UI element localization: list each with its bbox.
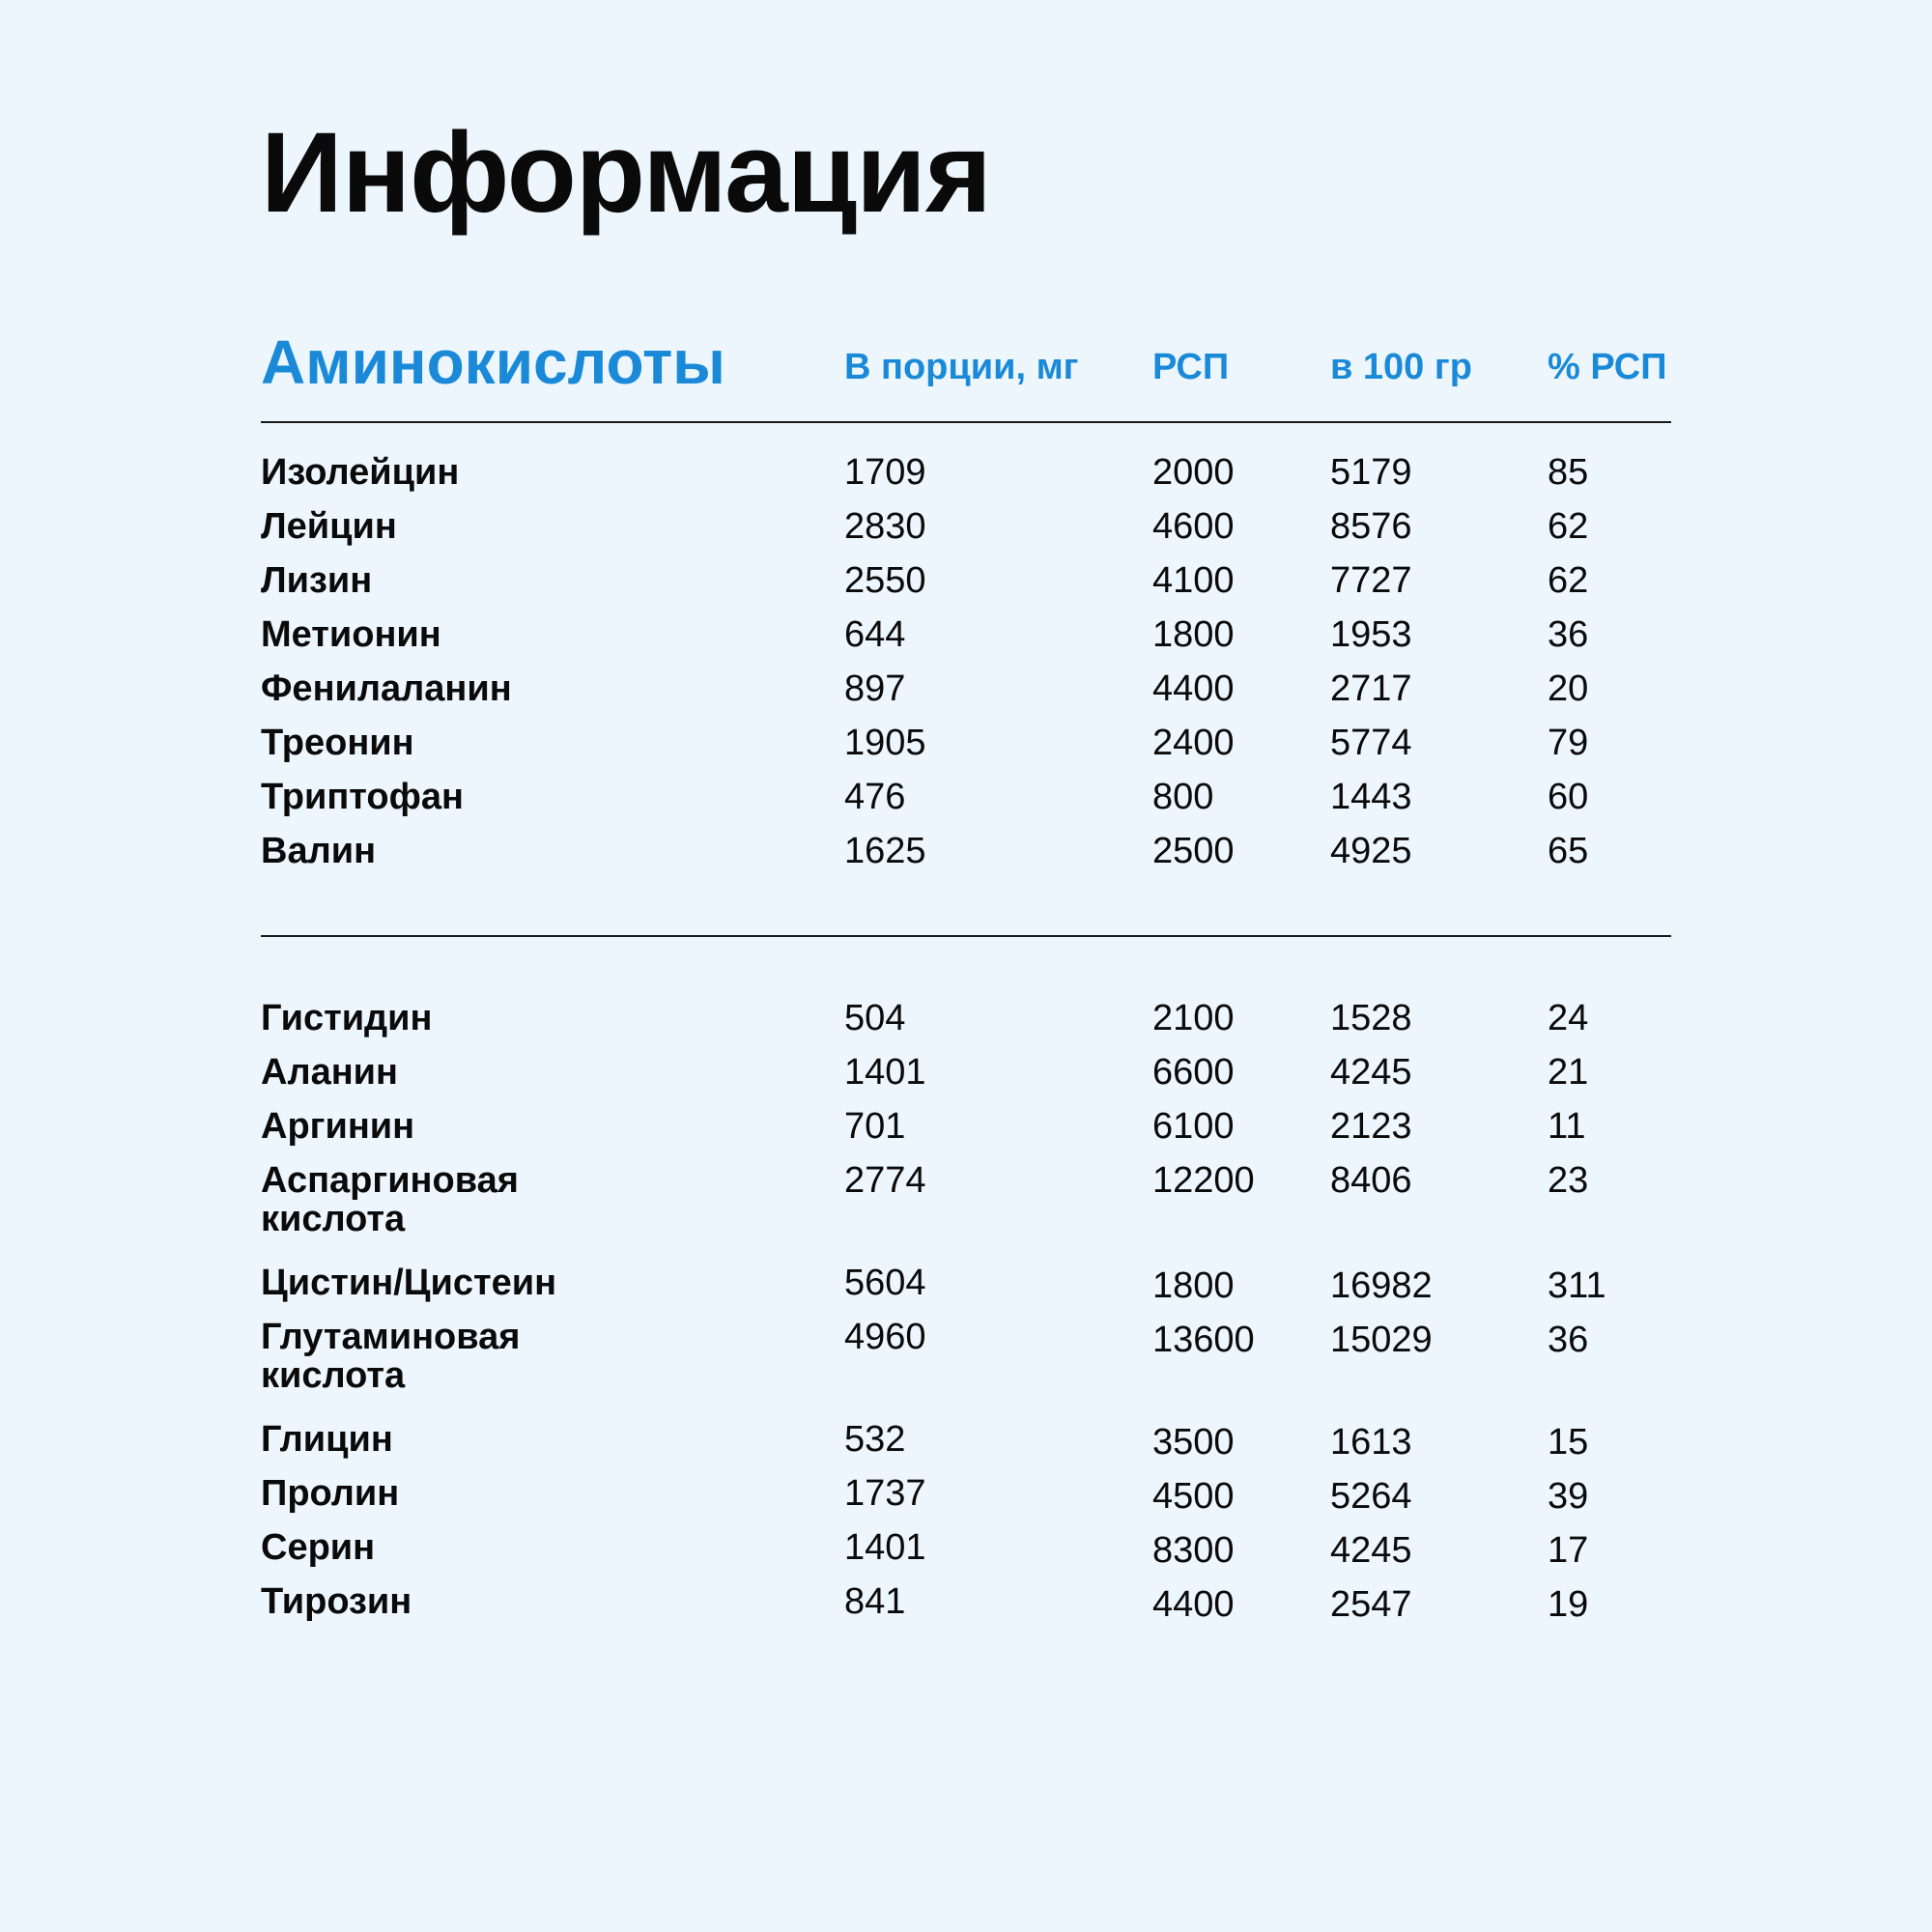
per-100g-value: 4245 [1330, 1530, 1412, 1571]
per-100g-value: 5179 [1330, 452, 1412, 493]
rsp-value: 4500 [1152, 1476, 1235, 1517]
per-100g-value: 16982 [1330, 1265, 1433, 1306]
per-100g-value: 2717 [1330, 668, 1412, 709]
amino-name: Цистин/Цистеин [261, 1263, 557, 1303]
amino-name: Лизин [261, 560, 373, 601]
per-serving-value: 532 [844, 1419, 906, 1460]
table-header [261, 324, 1671, 401]
percent-rsp-value: 23 [1548, 1160, 1589, 1201]
header-rsp: РСП [1152, 347, 1230, 387]
rsp-value: 2400 [1152, 723, 1235, 763]
rsp-value: 800 [1152, 777, 1214, 817]
amino-name: Треонин [261, 723, 414, 763]
per-100g-value: 8576 [1330, 506, 1412, 547]
per-100g-value: 1528 [1330, 998, 1412, 1038]
amino-name: Изолейцин [261, 452, 460, 493]
per-100g-value: 4245 [1330, 1052, 1412, 1093]
per-100g-value: 1443 [1330, 777, 1412, 817]
per-serving-value: 1401 [844, 1527, 926, 1568]
per-100g-value: 1613 [1330, 1422, 1412, 1463]
per-100g-value: 2547 [1330, 1584, 1412, 1625]
per-serving-value: 644 [844, 614, 906, 655]
rsp-value: 3500 [1152, 1422, 1235, 1463]
percent-rsp-value: 24 [1548, 998, 1589, 1038]
rsp-value: 1800 [1152, 614, 1235, 655]
per-100g-value: 5264 [1330, 1476, 1412, 1517]
percent-rsp-value: 11 [1548, 1106, 1586, 1147]
amino-name: Серин [261, 1527, 376, 1568]
amino-name: Тирозин [261, 1581, 412, 1622]
per-100g-value: 7727 [1330, 560, 1412, 601]
percent-rsp-value: 85 [1548, 452, 1589, 493]
amino-name: Гистидин [261, 998, 433, 1038]
per-serving-value: 2550 [844, 560, 926, 601]
rsp-value: 2500 [1152, 831, 1235, 871]
rsp-value: 6600 [1152, 1052, 1235, 1093]
per-100g-value: 2123 [1330, 1106, 1412, 1147]
rsp-value: 2100 [1152, 998, 1235, 1038]
divider-middle [261, 935, 1671, 937]
rsp-value: 4600 [1152, 506, 1235, 547]
per-100g-value: 5774 [1330, 723, 1412, 763]
rsp-value: 4100 [1152, 560, 1235, 601]
per-serving-value: 1905 [844, 723, 926, 763]
per-serving-value: 701 [844, 1106, 906, 1147]
per-serving-value: 476 [844, 777, 906, 817]
percent-rsp-value: 19 [1548, 1584, 1589, 1625]
amino-name: Фенилаланин [261, 668, 512, 709]
amino-name: Глицин [261, 1419, 393, 1460]
amino-name: Аланин [261, 1052, 398, 1093]
per-serving-value: 4960 [844, 1317, 926, 1357]
percent-rsp-value: 15 [1548, 1422, 1589, 1463]
percent-rsp-value: 79 [1548, 723, 1589, 763]
percent-rsp-value: 36 [1548, 1320, 1589, 1360]
rsp-value: 13600 [1152, 1320, 1255, 1360]
percent-rsp-value: 20 [1548, 668, 1589, 709]
amino-name: Глутаминовая кислота [261, 1317, 521, 1396]
per-100g-value: 4925 [1330, 831, 1412, 871]
per-serving-value: 1709 [844, 452, 926, 493]
amino-name: Аргинин [261, 1106, 415, 1147]
header-percent-rsp: % РСП [1548, 347, 1667, 387]
percent-rsp-value: 62 [1548, 560, 1589, 601]
rsp-value: 8300 [1152, 1530, 1235, 1571]
rsp-value: 4400 [1152, 1584, 1235, 1625]
per-serving-value: 1737 [844, 1473, 926, 1514]
percent-rsp-value: 62 [1548, 506, 1589, 547]
per-serving-value: 841 [844, 1581, 906, 1622]
amino-name: Метионин [261, 614, 441, 655]
amino-name: Пролин [261, 1473, 400, 1514]
percent-rsp-value: 17 [1548, 1530, 1589, 1571]
rsp-value: 12200 [1152, 1160, 1255, 1201]
percent-rsp-value: 311 [1548, 1265, 1606, 1306]
percent-rsp-value: 60 [1548, 777, 1589, 817]
per-serving-value: 504 [844, 998, 906, 1038]
header-amino-acids: Аминокислоты [261, 327, 725, 397]
amino-name: Лейцин [261, 506, 397, 547]
amino-name: Триптофан [261, 777, 464, 817]
per-serving-value: 2774 [844, 1160, 926, 1201]
rsp-value: 4400 [1152, 668, 1235, 709]
amino-name: Валин [261, 831, 377, 871]
per-serving-value: 5604 [844, 1263, 926, 1303]
per-serving-value: 1401 [844, 1052, 926, 1093]
per-100g-value: 15029 [1330, 1320, 1433, 1360]
amino-name: Аспаргиновая кислота [261, 1160, 519, 1239]
per-serving-value: 897 [844, 668, 906, 709]
page-title: Информация [261, 109, 991, 237]
rsp-value: 6100 [1152, 1106, 1235, 1147]
rsp-value: 2000 [1152, 452, 1235, 493]
header-per-serving: В порции, мг [844, 347, 1079, 387]
percent-rsp-value: 65 [1548, 831, 1589, 871]
rsp-value: 1800 [1152, 1265, 1235, 1306]
divider-top [261, 421, 1671, 423]
per-serving-value: 2830 [844, 506, 926, 547]
percent-rsp-value: 39 [1548, 1476, 1589, 1517]
per-serving-value: 1625 [844, 831, 926, 871]
per-100g-value: 1953 [1330, 614, 1412, 655]
header-per-100g: в 100 гр [1330, 347, 1472, 387]
per-100g-value: 8406 [1330, 1160, 1412, 1201]
percent-rsp-value: 36 [1548, 614, 1589, 655]
percent-rsp-value: 21 [1548, 1052, 1589, 1093]
